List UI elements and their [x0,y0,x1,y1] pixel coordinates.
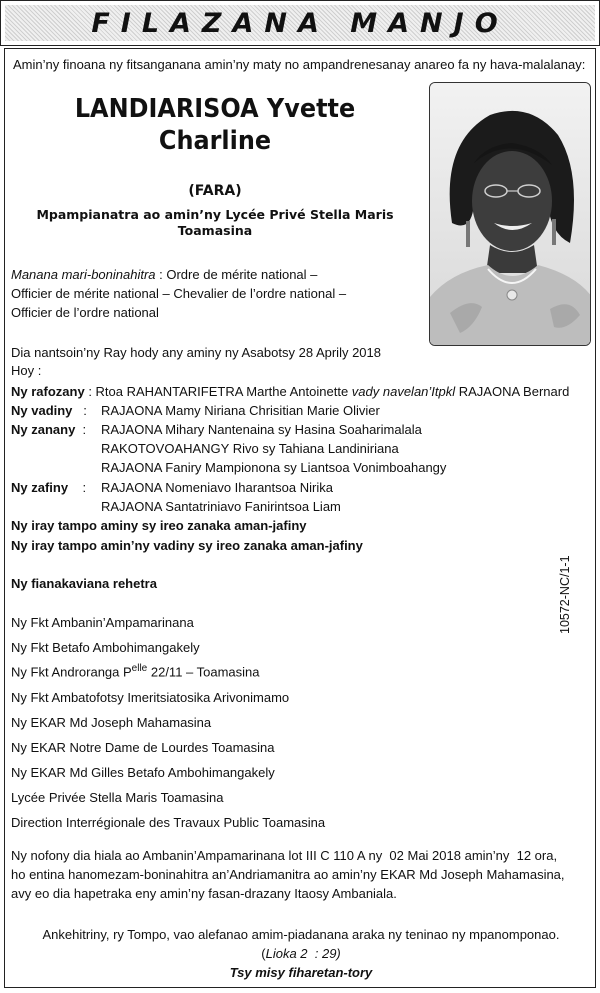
spouse-siblings-line: Ny iray tampo amin’ny vadiny sy ireo zanaka aman-jafiny [11,538,363,553]
vadiny-sep: : [72,403,91,418]
deceased-job-line2: Toamasina [177,223,253,238]
zanany-name: RAKOTOVOAHANGY Rivo sy Tahiana Landiniriana [101,441,399,456]
header-banner [0,0,600,46]
vadiny-label: Ny vadiny [11,403,73,418]
honors-line1: : Ordre de mérite national – [155,267,318,282]
zanany-sep: : [75,422,90,437]
zafiny-name: RAJAONA Nomeniavo Iharantsoa Nirika [101,480,333,495]
zafiny-names [101,478,341,516]
zanany-name: RAJAONA Faniry Mampionona sy Liantsoa Vonimboahangy [101,460,447,475]
honors-label: Manana mari-boninahitra [11,267,156,282]
family-item-sup: elle [131,663,148,674]
funeral-details [11,846,591,903]
zafiny-sep: : [68,480,90,495]
page-title: FILAZANA MANJO [91,7,509,39]
portrait-photo [429,82,591,346]
zanany-label: Ny zanany [11,422,76,437]
relatives-zanany [11,420,447,475]
family-item: Ny Fkt Ambanin’Ampamarinana [11,615,194,630]
vadiny-names [101,401,380,420]
rafozany-sep: : [84,384,96,399]
portrait-illustration [430,83,591,346]
bible-verse: Ankehitriny, ry Tompo, vao alefanao amim-piadanana araka ny teninao ny mpanomponao. [42,927,560,942]
funeral-line3: avy eo dia hapetraka eny amin’ny fasan-drazany Itaosy Ambaniala. [11,886,397,901]
relatives-vadiny [11,401,380,420]
closing-line: Tsy misy fiharetan-tory [229,965,373,980]
deceased-job-line1: Mpampianatra ao amin’ny Lycée Privé Stella Maris [36,207,394,222]
death-announcement [11,344,381,380]
zanany-names [101,420,446,477]
intro-text: Amin’ny finoana ny fitsanganana amin’ny maty no ampandrenesanay anareo fa ny hava-malalanay: [13,57,586,72]
zafiny-label: Ny zafiny [11,480,69,495]
family-item: Ny Fkt Ambatofotsy Imeritsiatosika Arivonimamo [11,690,290,705]
deceased-name [40,93,390,157]
relatives-zafiny [11,478,341,514]
rafozany-name-italic: vady navelan’Itpkl [351,384,456,399]
honors-line2: Officier de mérite national – Chevalier de l’ordre national – [11,286,347,301]
header-pattern [5,5,595,41]
family-item-pre: Ny Fkt Androranga P [11,664,132,680]
family-item-post: 22/11 – Toamasina [147,664,260,680]
funeral-line1: Ny nofony dia hiala ao Ambanin’Ampamarinana lot III C 110 A ny 02 Mai 2018 amin’ny 12 ora, [11,848,558,863]
family-item: Ny EKAR Notre Dame de Lourdes Toamasina [11,740,275,755]
zafiny-name: RAJAONA Santatriniavo Fanirintsoa Liam [101,499,341,514]
family-item: Lycée Privée Stella Maris Toamasina [11,790,224,805]
rafozany-name-post: RAJAONA Bernard [455,384,570,399]
family-item: Ny EKAR Md Gilles Betafo Ambohimangakely [11,765,275,780]
vadiny-name: RAJAONA Mamy Niriana Chrisitian Marie Olivier [101,403,380,418]
rafozany-name-pre: Rtoa RAHANTARIFETRA Marthe Antoinette [95,384,352,399]
funeral-line2: ho entina hanomezam-boninahitra an’Andriamanitra ao amin’ny EKAR Md Joseph Mahamasina, [11,867,565,882]
death-line2: Hoy : [11,363,42,378]
verse-ref-open: ( [261,946,266,961]
deceased-name-line1: LANDIARISOA Yvette [74,94,356,124]
honors-block [11,265,411,322]
zanany-name: RAJAONA Mihary Nantenaina sy Hasina Soaharimalala [101,422,422,437]
honors-line3: Officier de l’ordre national [11,305,159,320]
relatives-rafozany [11,382,569,401]
reference-code: 10572-NC/1-1 [558,555,572,634]
deceased-alias: (FARA) [188,183,242,199]
verse-ref: Lioka 2 : 29) [265,946,341,961]
deceased-name-line2: Charline [158,126,272,156]
family-item [11,663,260,679]
family-item: Ny Fkt Betafo Ambohimangakely [11,640,200,655]
death-line1: Dia nantsoin’ny Ray hody any aminy ny Asabotsy 28 Aprily 2018 [11,345,381,360]
notice-frame [4,48,596,988]
deceased-job [25,207,405,239]
family-title: Ny fianakaviana rehetra [11,576,157,591]
rafozany-label: Ny rafozany [11,384,85,399]
family-item: Ny EKAR Md Joseph Mahamasina [11,715,212,730]
siblings-line: Ny iray tampo aminy sy ireo zanaka aman-jafiny [11,518,307,533]
bible-verse-reference [5,946,597,961]
family-item: Direction Interrégionale des Travaux Public Toamasina [11,815,326,830]
